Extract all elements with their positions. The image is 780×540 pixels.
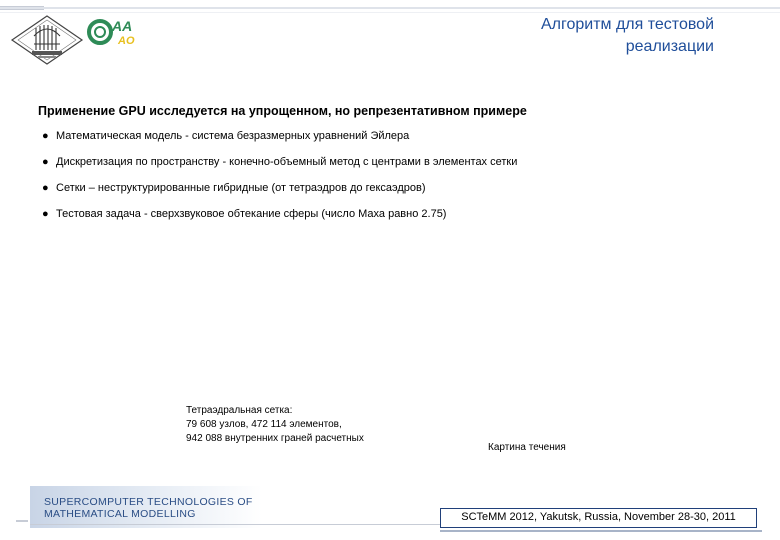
flow-caption: Картина течения bbox=[488, 442, 566, 453]
mesh-caption bbox=[186, 404, 364, 446]
top-divider-thin bbox=[0, 12, 780, 13]
aa-logo-top-text: AA bbox=[112, 18, 133, 34]
slide-title-line1: Алгоритм для тестовой bbox=[540, 16, 714, 33]
bullet-dot: ● bbox=[42, 156, 49, 168]
bullet-text: Математическая модель - система безразмерных уравнений Эйлера bbox=[56, 130, 410, 142]
conference-footer: SCTeMM 2012, Yakutsk, Russia, November 28-30, 2011 bbox=[440, 508, 757, 528]
institute-logo bbox=[10, 14, 84, 66]
bullet-item bbox=[42, 126, 517, 152]
mesh-caption-line2: 79 608 узлов, 472 114 элементов, bbox=[186, 419, 342, 430]
mesh-caption-line3: 942 088 внутренних граней расчетных bbox=[186, 433, 364, 444]
main-heading: Применение GPU исследуется на упрощенном, но репрезентативном примере bbox=[38, 104, 527, 118]
aa-logo-bottom-text: AO bbox=[118, 35, 135, 47]
bullet-dot: ● bbox=[42, 208, 49, 220]
bullet-dot: ● bbox=[42, 130, 49, 142]
bottom-tick bbox=[16, 520, 28, 522]
bullet-list bbox=[42, 126, 517, 230]
bullet-item bbox=[42, 152, 517, 178]
bullet-text: Тестовая задача - сверхзвуковое обтекание сферы (число Маха равно 2.75) bbox=[56, 208, 447, 220]
bullet-item bbox=[42, 204, 517, 230]
bullet-dot: ● bbox=[42, 182, 49, 194]
bullet-item bbox=[42, 178, 517, 204]
slide-title bbox=[454, 14, 714, 58]
top-divider bbox=[0, 7, 780, 9]
mesh-caption-line1: Тетраэдральная сетка: bbox=[186, 405, 293, 416]
footer-rule bbox=[440, 530, 762, 532]
bullet-text: Сетки – неструктурированные гибридные (от тетраэдров до гексаэдров) bbox=[56, 182, 426, 194]
bottom-divider bbox=[30, 524, 440, 525]
aa-logo bbox=[86, 14, 144, 50]
bullet-text: Дискретизация по пространству - конечно-объемный метод с центрами в элементах сетки bbox=[56, 156, 518, 168]
banner-line2: MATHEMATICAL MODELLING bbox=[44, 508, 196, 520]
banner-line1: SUPERCOMPUTER TECHNOLOGIES OF bbox=[44, 496, 253, 508]
slide-title-line2: реализации bbox=[625, 38, 714, 55]
conference-banner bbox=[30, 486, 262, 528]
